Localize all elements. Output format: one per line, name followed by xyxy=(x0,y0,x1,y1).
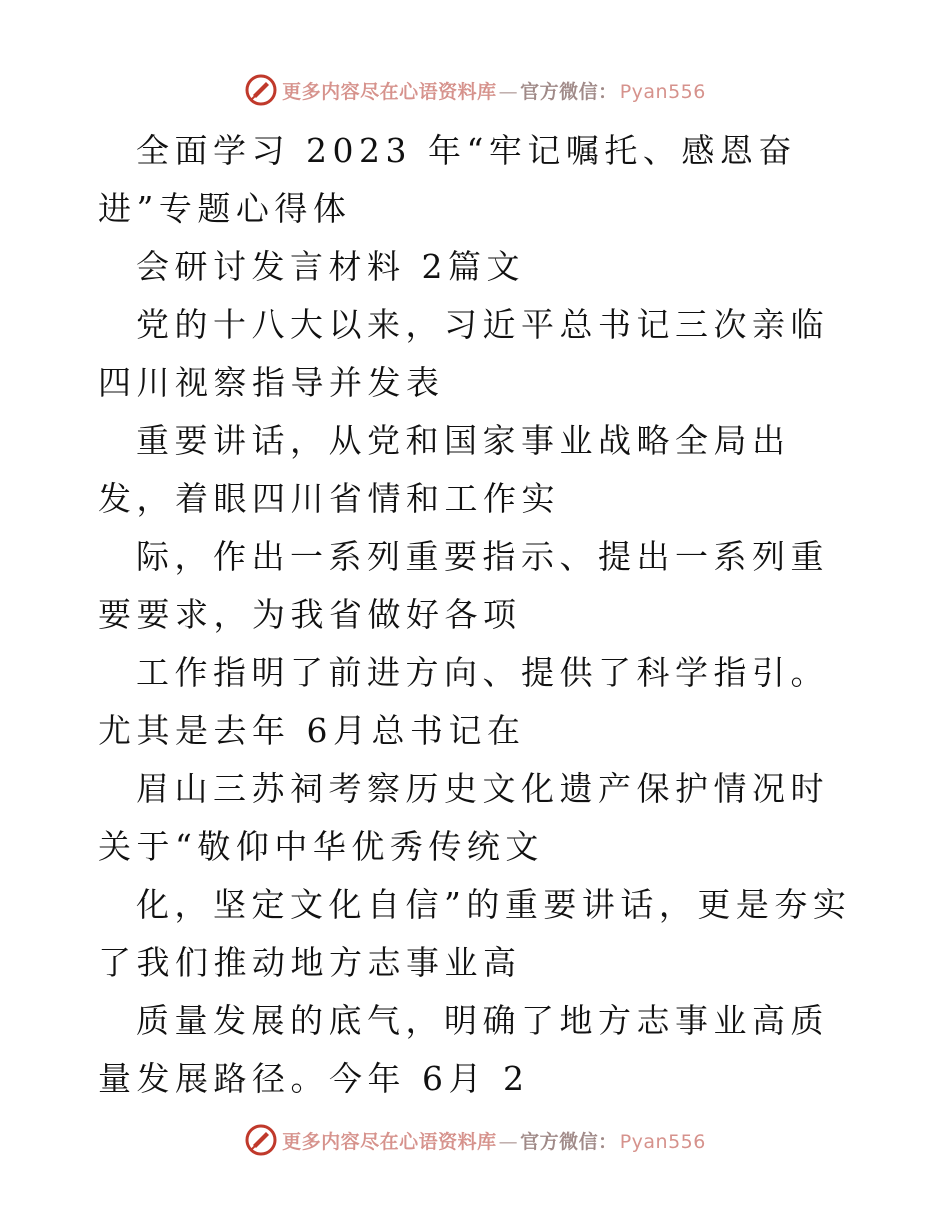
document-body xyxy=(98,122,858,1108)
paragraph-subtitle: 会研讨发言材料 2篇文 xyxy=(136,247,525,286)
watermark-dash: — xyxy=(498,80,519,103)
watermark-text xyxy=(282,1127,706,1154)
paragraph-title: 全面学习 2023 年“牢记嘱托、感恩奋进”专题心得体 xyxy=(98,131,797,228)
pen-book-logo-icon xyxy=(244,1123,278,1157)
paragraph-line: 工作指明了前进方向、提供了科学指引。尤其是去年 6月总书记在 xyxy=(98,653,829,750)
paragraph-line: 重要讲话，从党和国家事业战略全局出发，着眼四川省情和工作实 xyxy=(98,421,791,518)
watermark-dash: — xyxy=(498,1130,519,1153)
paragraph-line: 党的十八大以来，习近平总书记三次亲临四川视察指导并发表 xyxy=(98,305,829,402)
watermark-text xyxy=(282,77,706,104)
watermark-wechat-label: 官方微信： xyxy=(520,80,618,103)
paragraph-line: 眉山三苏祠考察历史文化遗产保护情况时关于“敬仰中华优秀传统文 xyxy=(98,769,829,866)
watermark-wechat-label: 官方微信： xyxy=(520,1130,618,1153)
header-watermark xyxy=(0,70,950,110)
watermark-main-text: 更多内容尽在心语资料库 xyxy=(282,1130,497,1153)
watermark-main-text: 更多内容尽在心语资料库 xyxy=(282,80,497,103)
paragraph-line: 际，作出一系列重要指示、提出一系列重要要求，为我省做好各项 xyxy=(98,537,829,634)
watermark-wechat-id: Pyan556 xyxy=(619,1130,706,1153)
pen-book-logo-icon xyxy=(244,73,278,107)
paragraph-line: 化，坚定文化自信”的重要讲话，更是夯实了我们推动地方志事业高 xyxy=(98,885,852,982)
paragraph-line: 质量发展的底气，明确了地方志事业高质量发展路径。今年 6月 2 xyxy=(98,1001,829,1098)
footer-watermark xyxy=(0,1120,950,1160)
watermark-wechat-id: Pyan556 xyxy=(619,80,706,103)
